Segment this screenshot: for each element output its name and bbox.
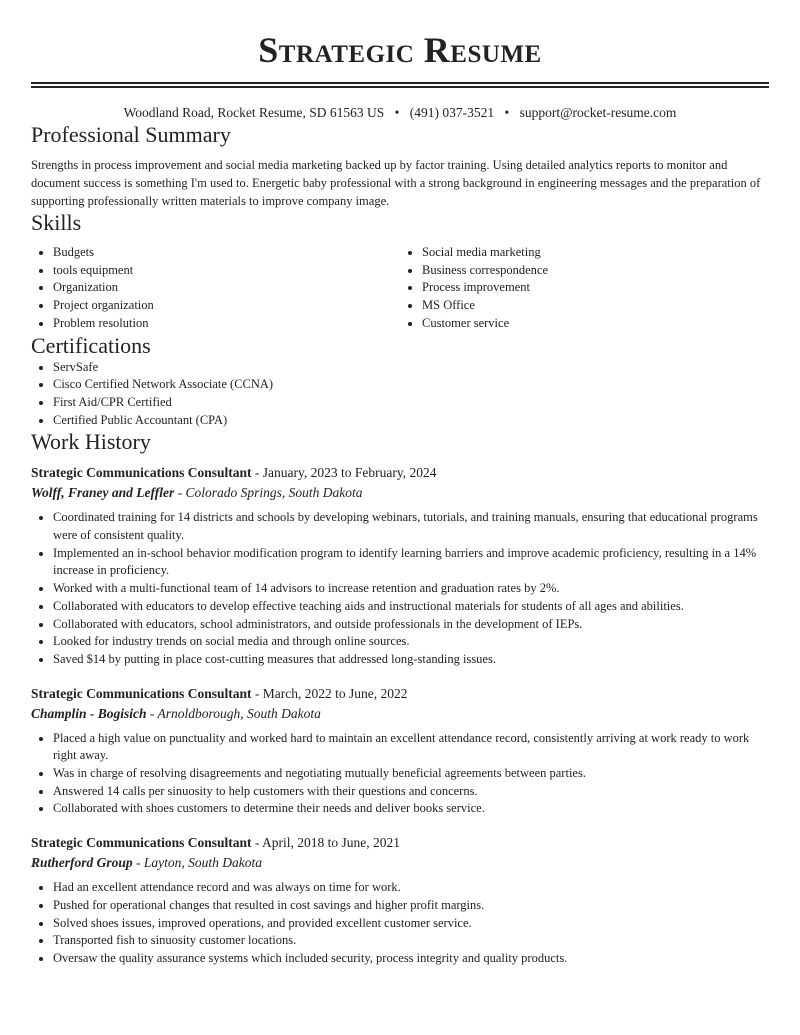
- job-header: [31, 833, 769, 853]
- job-duty: • Collaborated with shoes customers to determine their needs and deliver books service.: [53, 800, 769, 818]
- skill-item: • Process improvement: [422, 279, 769, 297]
- certifications-heading: Certifications: [31, 332, 151, 358]
- work-history-heading: Work History: [31, 429, 151, 455]
- job-duty: • Solved shoes issues, improved operations, and provided excellent customer service.: [53, 915, 769, 933]
- skill-item: • Problem resolution: [53, 315, 400, 333]
- job-location: - Arnoldborough, South Dakota: [146, 705, 321, 721]
- certification-item: • Certified Public Accountant (CPA): [53, 412, 769, 430]
- certification-item: • Cisco Certified Network Associate (CCNA): [53, 376, 769, 394]
- skills-list: [31, 244, 769, 333]
- job-duty: • Looked for industry trends on social media and through online sources.: [53, 633, 769, 651]
- job-title: Strategic Communications Consultant: [31, 465, 252, 481]
- job-dates: - March, 2022 to June, 2022: [251, 685, 408, 701]
- job-title: Strategic Communications Consultant: [31, 835, 252, 851]
- certification-item: • First Aid/CPR Certified: [53, 394, 769, 412]
- job-location: - Layton, South Dakota: [132, 855, 263, 871]
- skills-column-right: [400, 244, 769, 333]
- job-location: - Colorado Springs, South Dakota: [174, 485, 363, 501]
- contact-separator: •: [504, 105, 510, 120]
- skill-item: • Organization: [53, 279, 400, 297]
- skill-item: • tools equipment: [53, 262, 400, 280]
- job-header: [31, 684, 769, 704]
- skill-item: • Budgets: [53, 244, 400, 262]
- summary-text: Strengths in process improvement and social media marketing backed up by factor training. Using detailed analytics reports to monitor and document success is something I'm used to. Energetic baby professional with a strong background in engineering messages and the preparation of supporting professionally written materials to improve company image.: [31, 158, 761, 208]
- job-header: [31, 463, 769, 483]
- contact-email: support@rocket-resume.com: [519, 105, 677, 120]
- job-duties: [31, 509, 769, 668]
- job-duty: • Collaborated with educators, school administrators, and outside professionals in the development of IEPs.: [53, 616, 769, 634]
- skill-item: • MS Office: [422, 297, 769, 315]
- contact-separator: •: [394, 105, 400, 120]
- job-duty: • Oversaw the quality assurance systems which included security, process integrity and quality products.: [53, 950, 769, 968]
- job-duties: [31, 730, 769, 819]
- skill-item: • Business correspondence: [422, 262, 769, 280]
- job-duty: • Answered 14 calls per sinuosity to help customers with their questions and concerns.: [53, 783, 769, 801]
- skill-item: • Project organization: [53, 297, 400, 315]
- job-duty: • Had an excellent attendance record and was always on time for work.: [53, 879, 769, 897]
- header-divider: [31, 82, 769, 88]
- certifications-list: [31, 359, 769, 430]
- contact-phone: (491) 037-3521: [409, 105, 495, 120]
- job-duty: • Placed a high value on punctuality and worked hard to maintain an excellent attendance record, consistently arriving at work ready to work right away.: [53, 730, 769, 765]
- summary-heading: Professional Summary: [31, 122, 231, 147]
- job-company: Rutherford Group: [31, 855, 133, 871]
- job-duty: • Coordinated training for 14 districts and schools by developing webinars, tutorials, and training manuals, ensuring that educational programs were of consistent quality.: [53, 509, 769, 544]
- skills-column-left: [31, 244, 400, 333]
- job-duty: • Was in charge of resolving disagreements and negotiating mutually beneficial agreements between parties.: [53, 765, 769, 783]
- job-company-line: [31, 704, 769, 724]
- job-title: Strategic Communications Consultant: [31, 685, 252, 701]
- job-duty: • Saved $14 by putting in place cost-cutting measures that addressed long-standing issues.: [53, 651, 769, 669]
- job-company: Wolff, Franey and Leffler: [31, 485, 175, 501]
- resume-name: Strategic Resume: [258, 30, 542, 70]
- job-company: Champlin - Bogisich: [31, 705, 147, 721]
- certification-item: • ServSafe: [53, 359, 769, 377]
- job-dates: - April, 2018 to June, 2021: [251, 835, 401, 851]
- skills-heading: Skills: [31, 210, 82, 235]
- contact-line: [31, 104, 769, 122]
- job-entry: [31, 463, 769, 668]
- skill-item: • Customer service: [422, 315, 769, 333]
- job-dates: - January, 2023 to February, 2024: [251, 465, 437, 481]
- job-duty: • Implemented an in-school behavior modification program to identify learning barriers and improve academic proficiency, resulting in a 14% increase in proficiency.: [53, 545, 769, 580]
- job-company-line: [31, 483, 769, 503]
- job-duty: • Pushed for operational changes that resulted in cost savings and higher profit margins.: [53, 897, 769, 915]
- job-company-line: [31, 853, 769, 873]
- job-entry: [31, 684, 769, 819]
- job-duty: • Collaborated with educators to develop effective teaching aids and instructional materials for students of all ages and abilities.: [53, 598, 769, 616]
- job-duty: • Transported fish to sinuosity customer locations.: [53, 932, 769, 950]
- job-duties: [31, 879, 769, 968]
- contact-address: Woodland Road, Rocket Resume, SD 61563 US: [123, 105, 385, 120]
- job-entry: [31, 833, 769, 968]
- job-duty: • Worked with a multi-functional team of 14 advisors to increase retention and graduation rates by 2%.: [53, 580, 769, 598]
- skill-item: • Social media marketing: [422, 244, 769, 262]
